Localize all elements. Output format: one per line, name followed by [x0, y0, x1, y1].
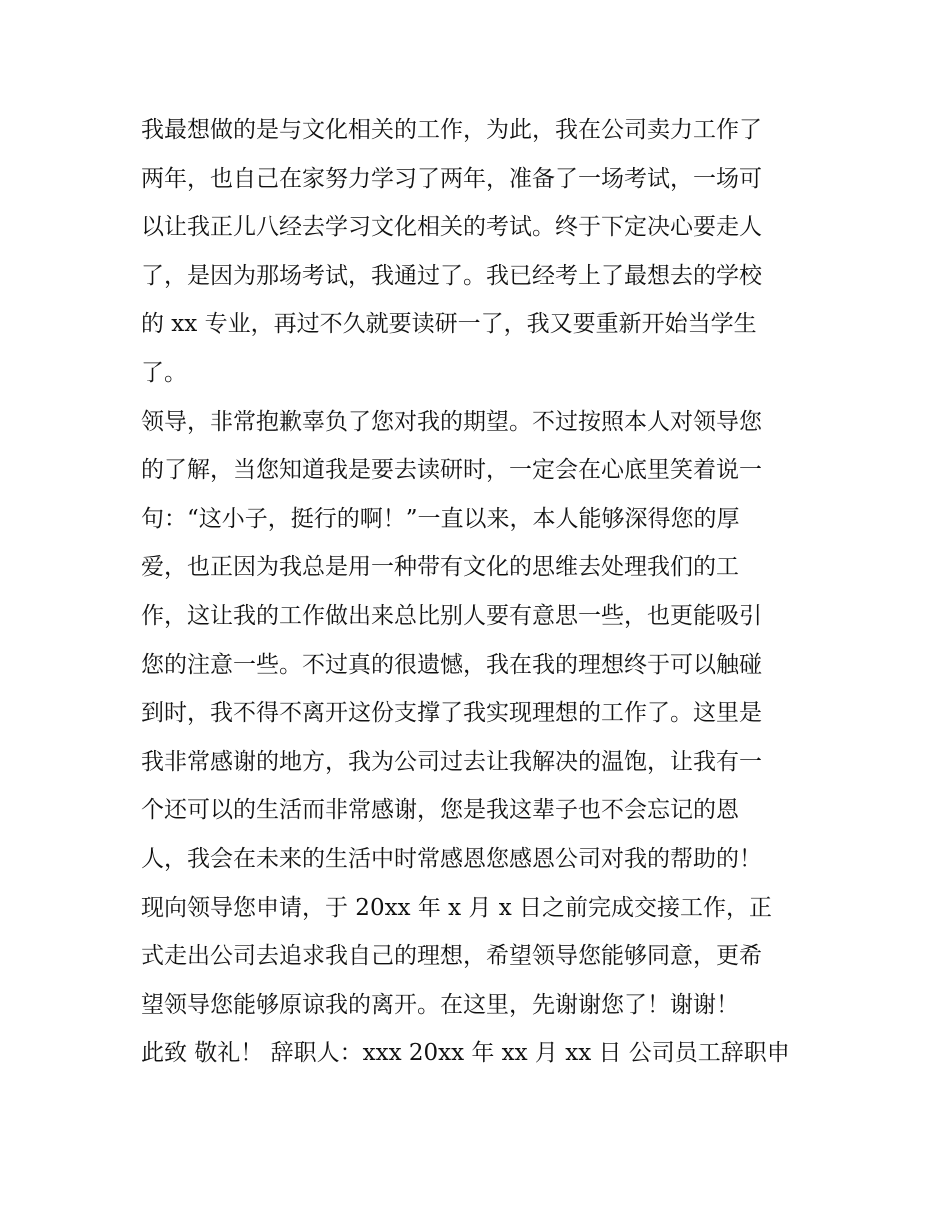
text-line: 我最想做的是与文化相关的工作，为此，我在公司卖力工作了 [141, 117, 762, 143]
text-line: 望领导您能够原谅我的离开。在这里，先谢谢您了！谢谢！ [141, 991, 739, 1018]
text-line: 现向领导您申请，于 20xx 年 x 月 x 日之前完成交接工作，正 [141, 894, 773, 921]
text-line: 的了解，当您知道我是要去读研时，一定会在心底里笑着说一 [141, 457, 762, 484]
text-line: 作，这让我的工作做出来总比别人要有意思一些，也更能吸引 [141, 602, 762, 629]
text-line: 领导，非常抱歉辜负了您对我的期望。不过按照本人对领导您 [141, 408, 762, 435]
text-line: 两年，也自己在家努力学习了两年，准备了一场考试，一场可 [141, 165, 762, 192]
text-line: 个还可以的生活而非常感谢，您是我这辈子也不会忘记的恩 [141, 797, 739, 824]
document-body [141, 106, 821, 1078]
text-line: 人，我会在未来的生活中时常感恩您感恩公司对我的帮助的！ [141, 845, 762, 872]
text-line: 您的注意一些。不过真的很遗憾，我在我的理想终于可以触碰 [141, 651, 762, 678]
text-line: 以让我正儿八经去学习文化相关的考试。终于下定决心要走人 [141, 214, 762, 241]
text-line: 的 xx 专业，再过不久就要读研一了，我又要重新开始当学生 [141, 311, 757, 338]
text-line: 了，是因为那场考试，我通过了。我已经考上了最想去的学校 [141, 262, 762, 289]
text-line: 爱，也正因为我总是用一种带有文化的思维去处理我们的工 [141, 554, 739, 581]
text-line: 到时，我不得不离开这份支撑了我实现理想的工作了。这里是 [141, 700, 762, 727]
text-line: 了。 [141, 359, 187, 386]
text-line: 此致 敬礼！ 辞职人：xxx 20xx 年 xx 月 xx 日 公司员工辞职申 [141, 1040, 790, 1067]
text-line: 我非常感谢的地方，我为公司过去让我解决的温饱，让我有一 [141, 748, 762, 775]
text-line: 式走出公司去追求我自己的理想，希望领导您能够同意，更希 [141, 943, 762, 970]
text-line: 句：“这小子，挺行的啊！”一直以来，本人能够深得您的厚 [141, 505, 740, 532]
